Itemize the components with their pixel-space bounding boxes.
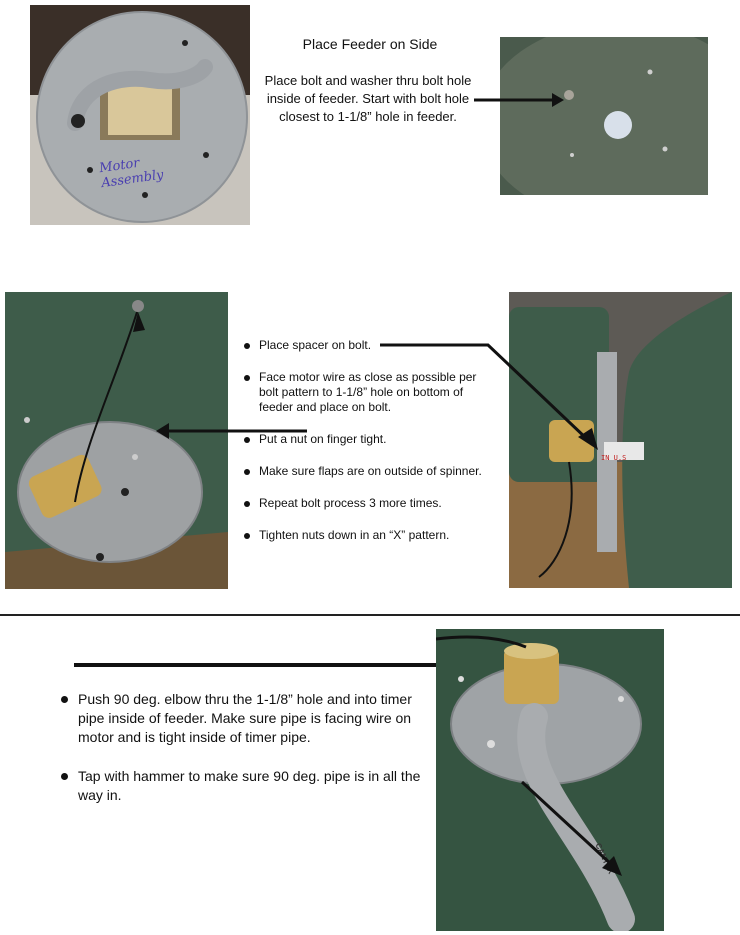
step3-pipe-arrow: [520, 780, 630, 880]
step3-bullet-1: Push 90 deg. elbow thru the 1-1/8” hole and into timer pipe inside of feeder. Make sure pipe is facing wire on motor and is tight inside of timer pipe.: [60, 690, 435, 747]
step2-bullet-4: Make sure flaps are on outside of spinner.: [243, 464, 493, 479]
motor-assembly-photo: [30, 5, 250, 225]
step2-bullet-6: Tighten nuts down in an “X” pattern.: [243, 528, 493, 543]
step2-bullet-3: Put a nut on finger tight.: [243, 432, 493, 447]
step2-bullet-2: Face motor wire as close as possible per bolt pattern to 1-1/8” hole on bottom of feeder and place on bolt.: [243, 370, 493, 415]
spacer-stamp: IN U.S: [601, 454, 627, 462]
motor-assembly-handwriting: Motor Assembly: [98, 155, 165, 192]
step1-title: Place Feeder on Side: [302, 36, 438, 52]
step2-bullet-5: Repeat bolt process 3 more times.: [243, 496, 493, 511]
step2-bullet-1: Place spacer on bolt.: [243, 338, 493, 353]
step1-instruction: Place bolt and washer thru bolt hole inside of feeder. Start with bolt hole closest to 1-1/8” hole in feeder.: [264, 73, 472, 124]
step1-arrow: [470, 90, 565, 110]
step2-right-arrow: [378, 340, 608, 455]
section-divider: [0, 614, 740, 616]
step3-bullet-list: [60, 690, 435, 825]
feeder-side-photo: [500, 37, 708, 195]
step3-bullet-2: Tap with hammer to make sure 90 deg. pipe is in all the way in.: [60, 767, 435, 805]
